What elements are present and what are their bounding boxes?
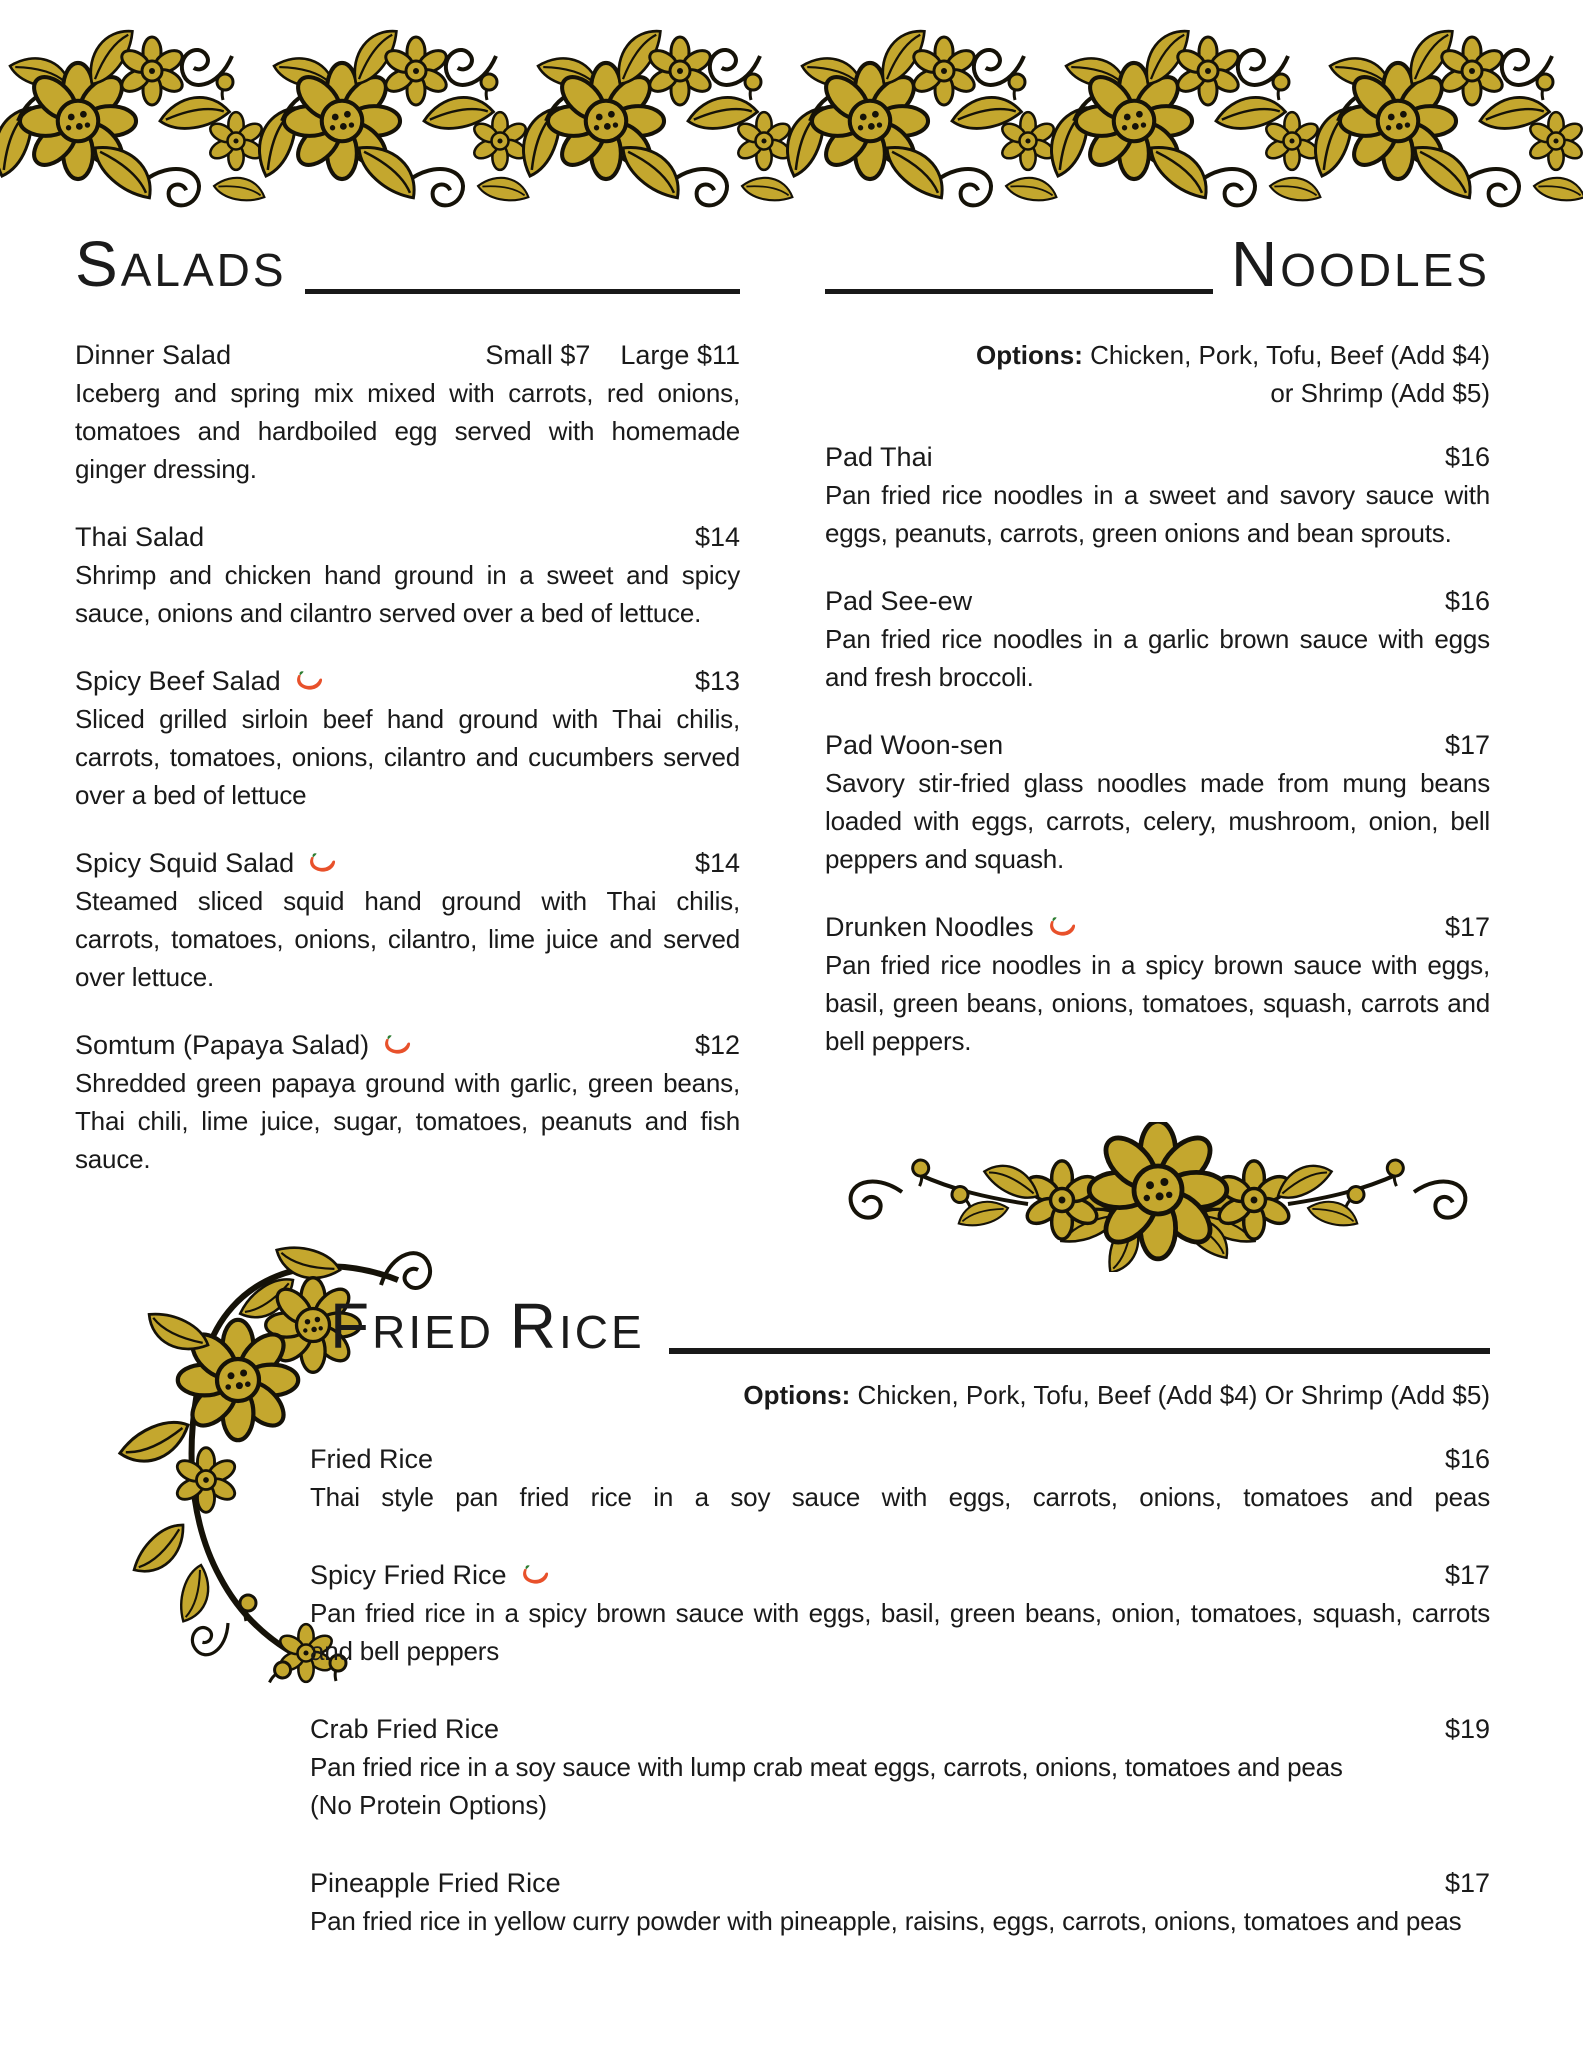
noodles-title: NOODLES: [1231, 228, 1490, 300]
item-price: $17: [1444, 1868, 1490, 1898]
item-description: Thai style pan fried rice in a soy sauce with eggs, carrots, onions, tomatoes and peas: [310, 1482, 1490, 1512]
menu-item-fried-rice: [310, 1440, 1490, 1516]
item-header: [825, 438, 1490, 476]
item-price: $17: [1444, 912, 1490, 942]
item-description: Pan fried rice in a spicy brown sauce with eggs, basil, green beans, onion, tomatoes, squash, carrots and bell peppers: [310, 1598, 1490, 1666]
chili-pepper-icon: [517, 1563, 549, 1588]
salads-section-header: [75, 228, 740, 302]
item-price: $13: [694, 666, 740, 696]
item-header: [310, 1710, 1490, 1748]
floral-swag-ornament: [833, 1122, 1483, 1272]
item-price: $17: [1444, 730, 1490, 760]
item-price: $14: [694, 848, 740, 878]
item-name: Thai Salad: [75, 522, 205, 552]
chili-pepper-icon: [304, 851, 336, 876]
fried-rice-title: FRIED RICE: [330, 1290, 645, 1362]
item-name: Spicy Squid Salad: [75, 844, 336, 882]
salads-column: [75, 228, 740, 1272]
item-name: Somtum (Papaya Salad): [75, 1026, 411, 1064]
item-description: Pan fried rice in a soy sauce with lump crab meat eggs, carrots, onions, tomatoes and peas: [310, 1752, 1343, 1782]
item-name: Fried Rice: [310, 1444, 434, 1474]
chili-pepper-icon: [379, 1033, 411, 1058]
menu-item-spicy-fried-rice: [310, 1556, 1490, 1670]
item-name: Dinner Salad: [75, 340, 232, 370]
fried-rice-content: [310, 1290, 1490, 1940]
noodles-divider-rule: [825, 289, 1213, 294]
item-description: Shrimp and chicken hand ground in a sweet and spicy sauce, onions and cilantro served over a bed of lettuce.: [75, 560, 740, 628]
fried-rice-options: Options: Chicken, Pork, Tofu, Beef (Add $4) Or Shrimp (Add $5): [743, 1380, 1490, 1410]
noodles-column: [825, 228, 1490, 1272]
item-price: $19: [1444, 1714, 1490, 1744]
item-header: [825, 582, 1490, 620]
item-description: Shredded green papaya ground with garlic, green beans, Thai chili, lime juice, sugar, tomatoes, peanuts and fish sauce.: [75, 1068, 740, 1174]
item-description: Steamed sliced squid hand ground with Thai chilis, carrots, tomatoes, onions, cilantro, lime juice and served over lettuce.: [75, 886, 740, 992]
menu-item-spicy-beef-salad: [75, 662, 740, 814]
item-description: Savory stir-fried glass noodles made from mung beans loaded with eggs, carrots, celery, mushroom, onion, bell peppers and squash.: [825, 768, 1490, 874]
menu-item-pineapple-fried-rice: [310, 1864, 1490, 1940]
item-price: $16: [1444, 586, 1490, 616]
item-header: [825, 726, 1490, 764]
menu-item-pad-see-ew: [825, 582, 1490, 696]
options-line-2: or Shrimp (Add $5): [1270, 378, 1490, 408]
item-note: (No Protein Options): [310, 1790, 547, 1820]
menu-item-dinner-salad: [75, 336, 740, 488]
item-header: [310, 1556, 1490, 1594]
item-name: Pad Woon-sen: [825, 730, 1004, 760]
item-header: [825, 908, 1490, 946]
menu-item-drunken-noodles: [825, 908, 1490, 1060]
item-description: Sliced grilled sirloin beef hand ground with Thai chilis, carrots, tomatoes, onions, cilantro and cucumbers served over a bed of lettuce: [75, 704, 740, 810]
menu-item-spicy-squid-salad: [75, 844, 740, 996]
item-header: [75, 336, 740, 374]
floral-top-border-ornament: [0, 26, 1583, 211]
two-column-area: [75, 228, 1490, 1272]
item-name: Pad See-ew: [825, 586, 973, 616]
menu-item-thai-salad: [75, 518, 740, 632]
item-header: [310, 1864, 1490, 1902]
menu-item-pad-thai: [825, 438, 1490, 552]
item-header: [310, 1440, 1490, 1478]
item-description: Pan fried rice in yellow curry powder with pineapple, raisins, eggs, carrots, onions, tomatoes and peas: [310, 1906, 1462, 1936]
item-header: [75, 844, 740, 882]
item-name: Crab Fried Rice: [310, 1714, 500, 1744]
item-description: Pan fried rice noodles in a spicy brown sauce with eggs, basil, green beans, onions, tomatoes, squash, carrots and bell peppers.: [825, 950, 1490, 1056]
item-price: $12: [694, 1030, 740, 1060]
item-description: Pan fried rice noodles in a sweet and savory sauce with eggs, peanuts, carrots, green onions and bean sprouts.: [825, 480, 1490, 548]
item-header: [75, 518, 740, 556]
noodles-options: [825, 336, 1490, 412]
item-header: [75, 662, 740, 700]
item-name: Pineapple Fried Rice: [310, 1868, 561, 1898]
item-header: [75, 1026, 740, 1064]
item-name: Spicy Fried Rice: [310, 1556, 549, 1594]
item-name: Drunken Noodles: [825, 908, 1076, 946]
options-label: Options:: [743, 1380, 851, 1410]
item-description: Pan fried rice noodles in a garlic brown sauce with eggs and fresh broccoli.: [825, 624, 1490, 692]
item-description: Iceberg and spring mix mixed with carrots, red onions, tomatoes and hardboiled egg served with homemade ginger dressing.: [75, 378, 740, 484]
item-price: Small $7 Large $11: [485, 340, 740, 370]
item-price: $16: [1444, 442, 1490, 472]
fried-rice-section-header: [330, 1290, 1490, 1364]
item-price: $17: [1444, 1560, 1490, 1590]
chili-pepper-icon: [1044, 915, 1076, 940]
menu-item-somtum: [75, 1026, 740, 1178]
noodles-section-header: [825, 228, 1490, 302]
fried-rice-divider-rule: [669, 1348, 1490, 1354]
item-price: $16: [1444, 1444, 1490, 1474]
item-name: Spicy Beef Salad: [75, 662, 323, 700]
chili-pepper-icon: [291, 669, 323, 694]
menu-item-pad-woon-sen: [825, 726, 1490, 878]
item-name: Pad Thai: [825, 442, 933, 472]
options-label: Options:: [976, 340, 1083, 370]
salads-divider-rule: [305, 289, 740, 294]
salads-title: SALADS: [75, 228, 287, 300]
fried-rice-section: [0, 1290, 1583, 1940]
item-price: $14: [694, 522, 740, 552]
options-line-1: Options: Chicken, Pork, Tofu, Beef (Add $4): [976, 340, 1490, 370]
menu-item-crab-fried-rice: [310, 1710, 1490, 1824]
